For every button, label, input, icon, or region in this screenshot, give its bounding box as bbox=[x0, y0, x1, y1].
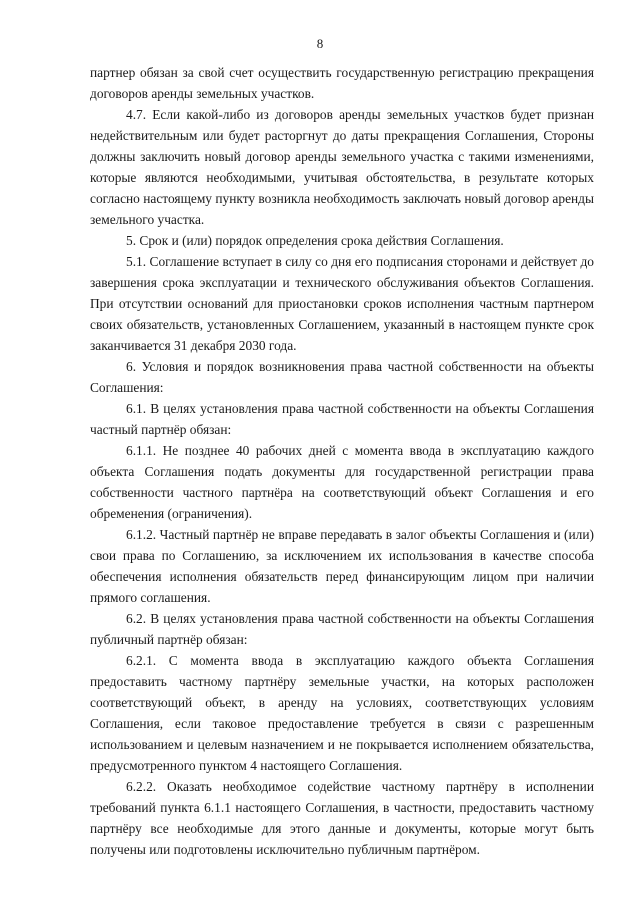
paragraph-6-1-1: 6.1.1. Не позднее 40 рабочих дней с момента ввода в эксплуатацию каждого объекта Соглашения подать документы для государственной регистрации права собственности частного партнёра на соответствующий объект Соглашения и его обременения (ограничения). bbox=[90, 443, 594, 521]
paragraph-6-1: 6.1. В целях установления права частной собственности на объекты Соглашения частный партнёр обязан: bbox=[90, 401, 594, 437]
section-heading-6: 6. Условия и порядок возникновения права частной собственности на объекты Соглашения: bbox=[90, 359, 594, 395]
document-body bbox=[90, 62, 594, 860]
paragraph-6-2: 6.2. В целях установления права частной собственности на объекты Соглашения публичный партнёр обязан: bbox=[90, 611, 594, 647]
paragraph-6-1-2: 6.1.2. Частный партнёр не вправе передавать в залог объекты Соглашения и (или) свои права по Соглашению, за исключением их использования в качестве способа обеспечения исполнения обязательств перед финансирующим лицом при наличии прямого соглашения. bbox=[90, 527, 594, 605]
paragraph-4-7: 4.7. Если какой-либо из договоров аренды земельных участков будет признан недействительным или будет расторгнут до даты прекращения Соглашения, Стороны должны заключить новый договор аренды земельного участка с такими изменениями, которые являются необходимыми, учитывая обстоятельства, в результате которых согласно настоящему пункту возникла необходимость заключать новый договор аренды земельного участка. bbox=[90, 107, 594, 227]
paragraph-6-2-1: 6.2.1. С момента ввода в эксплуатацию каждого объекта Соглашения предоставить частному партнёру земельные участки, на которых расположен соответствующий объект, в аренду на условиях, соответствующих условиям Соглашения, если таковое предоставление требуется в связи с разрешенным использованием и целевым назначением и не покрывается исполнением обязательства, предусмотренного пунктом 4 настоящего Соглашения. bbox=[90, 653, 594, 773]
paragraph-continuation: партнер обязан за свой счет осуществить государственную регистрацию прекращения договоров аренды земельных участков. bbox=[90, 65, 594, 101]
paragraph-6-2-2: 6.2.2. Оказать необходимое содействие частному партнёру в исполнении требований пункта 6.1.1 настоящего Соглашения, в частности, предоставить частному партнёру все необходимые для этого данные и документы, которые могут быть получены или подготовлены исключительно публичным партнёром. bbox=[90, 779, 594, 857]
paragraph-5-1: 5.1. Соглашение вступает в силу со дня его подписания сторонами и действует до завершения срока эксплуатации и технического обслуживания объектов Соглашения. При отсутствии оснований для приостановки сроков исполнения частным партнером своих обязательств, установленных Соглашением, указанный в настоящем пункте срок заканчивается 31 декабря 2030 года. bbox=[90, 254, 594, 353]
section-heading-5: 5. Срок и (или) порядок определения срока действия Соглашения. bbox=[126, 233, 504, 248]
page-number: 8 bbox=[316, 36, 324, 51]
